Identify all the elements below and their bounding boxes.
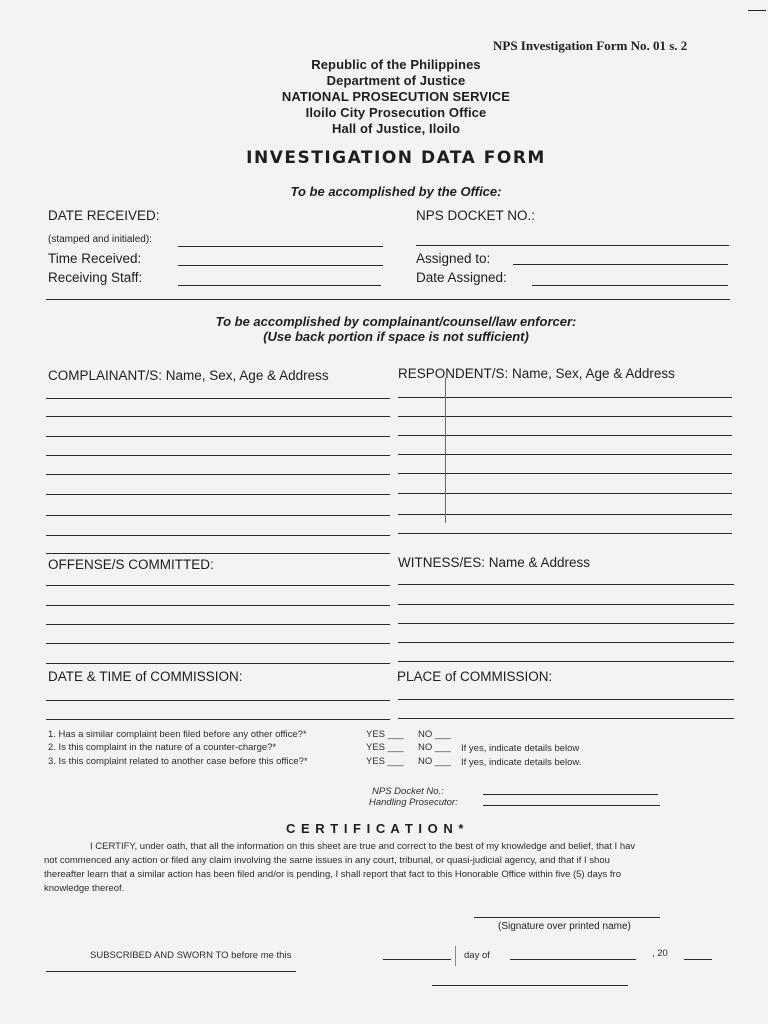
edge-mark [748,10,766,11]
administering-officer-line[interactable] [46,971,296,972]
complainant-note: To be accomplished by complainant/counsel/law enforcer: [215,314,577,329]
office-note: To be accomplished by the Office: [290,184,502,199]
witnesses-label: WITNESS/ES: Name & Address [398,555,591,570]
question-1-yes[interactable]: YES ___ [366,729,404,740]
handling-prosecutor-field[interactable] [483,805,660,806]
signature-line[interactable] [474,917,660,918]
sworn-year-field[interactable] [684,959,712,960]
officer-title-line[interactable] [432,985,628,986]
handling-prosecutor-label: Handling Prosecutor: [369,797,458,808]
certification-title: C E R T I F I C A T I O N * [286,821,465,836]
question-3: 3. Is this complaint related to another case before this office?* [48,756,308,767]
form-number: NPS Investigation Form No. 01 s. 2 [493,38,688,53]
sworn-divider [455,946,456,966]
date-assigned-field[interactable] [532,285,728,286]
certification-line-1: I CERTIFY, under oath, that all the information on this sheet are true and correct to the best of my knowledge and belief, that I hav [90,841,636,852]
question-2-extra: If yes, indicate details below [461,743,580,754]
date-time-label: DATE & TIME of COMMISSION: [48,669,243,684]
header-line-hall: Hall of Justice, Iloilo [332,121,460,136]
nps-docket-label: NPS Docket No.: [372,786,444,797]
header-line-office: Iloilo City Prosecution Office [305,105,487,120]
certification-line-3: thereafter learn that a similar action has been filed and/or is pending, I shall report that fact to this Honorable Office within five (5) days fro [44,869,621,880]
sworn-day-field[interactable] [383,959,451,960]
certification-line-4: knowledge thereof. [44,883,125,894]
form-title: INVESTIGATION DATA FORM [246,148,546,168]
time-received-field[interactable] [178,265,383,266]
complainant-note-2: (Use back portion if space is not sufficient) [263,329,529,344]
signature-caption: (Signature over printed name) [498,921,631,932]
stamped-label: (stamped and initialed): [48,234,152,245]
header-line-republic: Republic of the Philippines [311,57,481,72]
question-2-yes[interactable]: YES ___ [366,742,404,753]
question-2: 2. Is this complaint in the nature of a counter-charge?* [48,742,277,753]
complainants-label: COMPLAINANT/S: Name, Sex, Age & Address [48,368,329,383]
assigned-to-label: Assigned to: [416,251,491,266]
assigned-to-field[interactable] [513,264,728,265]
certification-line-2: not commenced any action or filed any claim involving the same issues in any court, tribunal, or quasi-judicial agency, and that if I shou [44,855,610,866]
question-2-no[interactable]: NO ___ [418,742,451,753]
time-received-label: Time Received: [48,251,142,266]
offenses-label: OFFENSE/S COMMITTED: [48,557,214,572]
receiving-staff-field[interactable] [178,285,381,286]
sworn-statement: SUBSCRIBED AND SWORN TO before me this [90,950,292,961]
place-label: PLACE of COMMISSION: [397,669,553,684]
column-divider [445,378,446,523]
section-divider [46,299,730,300]
date-received-field[interactable] [178,246,383,247]
header-line-doj: Department of Justice [326,73,466,88]
sworn-month-field[interactable] [510,959,636,960]
question-3-no[interactable]: NO ___ [418,756,451,767]
question-3-extra: If yes, indicate details below. [461,757,582,768]
nps-docket-field[interactable] [483,794,658,795]
docket-no-field[interactable] [416,245,729,246]
sworn-day-of: day of [464,950,490,961]
question-1: 1. Has a similar complaint been filed before any other office?* [48,729,307,740]
respondents-label: RESPONDENT/S: Name, Sex, Age & Address [398,366,675,381]
receiving-staff-label: Receiving Staff: [48,270,143,285]
docket-no-label: NPS DOCKET NO.: [416,208,536,223]
date-assigned-label: Date Assigned: [416,270,507,285]
question-1-no[interactable]: NO ___ [418,729,451,740]
question-3-yes[interactable]: YES ___ [366,756,404,767]
date-received-label: DATE RECEIVED: [48,208,160,223]
header-line-nps: NATIONAL PROSECUTION SERVICE [281,89,511,104]
sworn-year-label: , 20 [652,948,668,959]
